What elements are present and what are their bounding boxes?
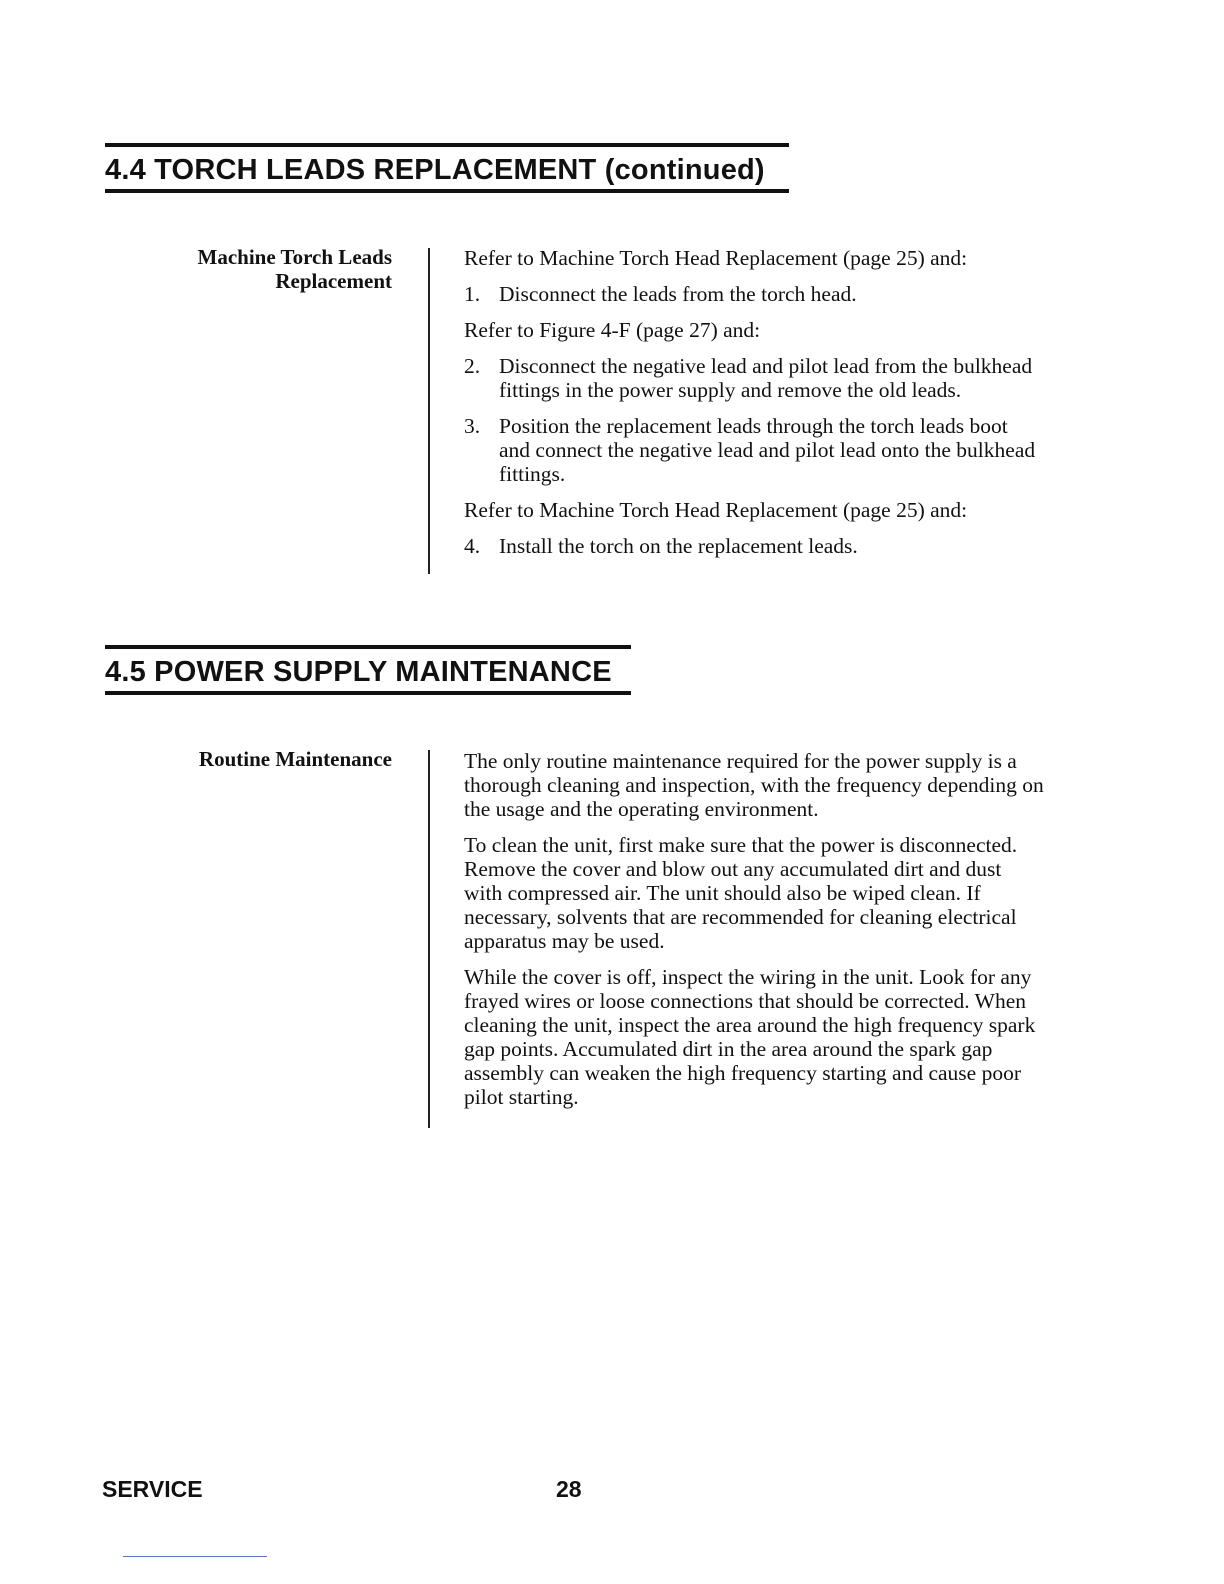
side-label-text: Routine Maintenance bbox=[198, 747, 392, 771]
paragraph: To clean the unit, first make sure that the power is disconnected. Remove the cover and blow out any accumulated dirt and dust with compressed air. The unit should also be wiped clean. If necessary, solvents that are recommended for cleaning electrical apparatus may be used. bbox=[464, 833, 1018, 953]
page-number: 28 bbox=[556, 1476, 582, 1502]
step-number: 4. bbox=[464, 534, 481, 558]
paragraph: The only routine maintenance required for the power supply is a thorough cleaning and inspection, with the frequency depending on the usage and the operating environment. bbox=[464, 749, 1044, 821]
maintenance-text bbox=[464, 749, 1044, 1121]
step-text: Disconnect the leads from the torch head. bbox=[499, 282, 857, 306]
step-text: Disconnect the negative lead and pilot lead from the bulkhead fittings in the power supply and remove the old leads. bbox=[499, 354, 1033, 402]
column-divider bbox=[428, 248, 430, 574]
bottom-rule bbox=[123, 1556, 267, 1557]
intro-paragraph: Refer to Machine Torch Head Replacement (page 25) and: bbox=[464, 498, 968, 522]
section-4-4-heading bbox=[105, 143, 789, 193]
step-number: 2. bbox=[464, 354, 481, 378]
torch-leads-instructions bbox=[464, 246, 1044, 570]
section-4-5-title: 4.5 POWER SUPPLY MAINTENANCE bbox=[105, 656, 612, 688]
side-label-routine-maintenance bbox=[199, 747, 392, 771]
section-4-4-title: 4.4 TORCH LEADS REPLACEMENT (continued) bbox=[105, 154, 765, 186]
footer-section-name: SERVICE bbox=[102, 1476, 203, 1502]
side-label-machine-torch-leads bbox=[198, 245, 392, 293]
step-text: Install the torch on the replacement leads. bbox=[499, 534, 858, 558]
step-text: Position the replacement leads through the torch leads boot and connect the negative lead and pilot lead onto the bulkhead fittings. bbox=[499, 414, 1036, 486]
paragraph: While the cover is off, inspect the wiring in the unit. Look for any frayed wires or loose connections that should be corrected. When cleaning the unit, inspect the area around the high frequency spark gap points. Accumulated dirt in the area around the spark gap assembly can weaken the high frequency starting and cause poor pilot starting. bbox=[464, 965, 1036, 1109]
side-label-line-1: Machine Torch Leads bbox=[197, 245, 392, 269]
section-4-5-heading bbox=[105, 645, 631, 695]
step-number: 1. bbox=[464, 282, 481, 306]
side-label-line-2: Replacement bbox=[275, 269, 392, 293]
step-item bbox=[464, 414, 1044, 486]
intro-paragraph: Refer to Figure 4-F (page 27) and: bbox=[464, 318, 761, 342]
step-item bbox=[464, 354, 1044, 402]
column-divider bbox=[428, 750, 430, 1128]
step-number: 3. bbox=[464, 414, 481, 438]
step-item bbox=[464, 282, 1044, 306]
intro-paragraph: Refer to Machine Torch Head Replacement (page 25) and: bbox=[464, 246, 968, 270]
step-item bbox=[464, 534, 1044, 558]
